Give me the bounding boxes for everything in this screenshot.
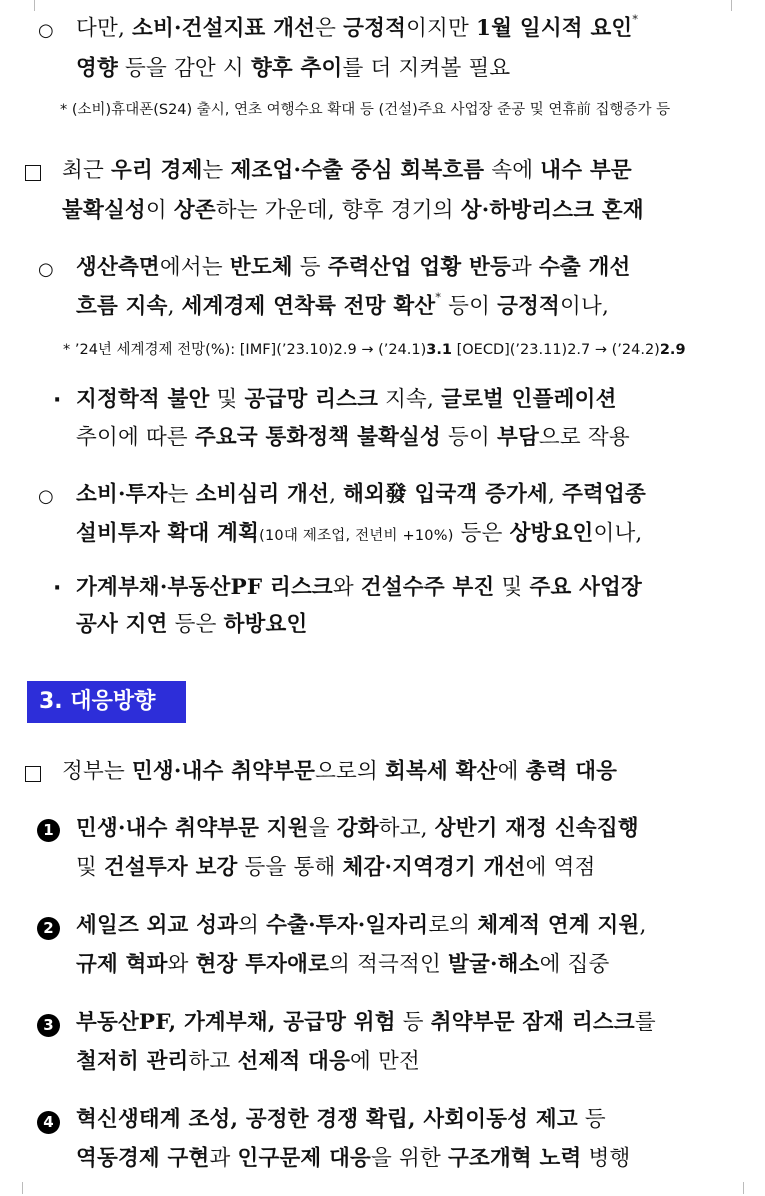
text: 추이에 따른 [76,425,195,450]
text: 이나, [593,521,643,546]
text: 주력산업 업황 반등 [327,255,511,280]
text: 인구문제 대응 [237,1146,372,1171]
text: 상·하방리스크 혼재 [460,198,644,223]
paragraph-line [62,158,632,184]
text: 설비투자 확대 계획 [76,521,260,546]
text: 해외發 입국객 증가세 [343,482,548,507]
text: 수출·투자·일자리 [266,913,429,938]
text: 생산측면 [76,255,160,280]
text: 의 적극적인 [329,952,448,977]
text: 향후 추이 [250,56,343,81]
text: 을 [308,816,337,841]
text: * ’24년 세계경제 전망(%): [IMF](’23.10)2.9 → (’24.1) [63,342,427,358]
text: 하방요인 [223,612,308,637]
text: 등은 [167,612,224,637]
text: 지속, [378,387,442,412]
text: 현장 투자애로 [195,952,330,977]
circle-bullet: ○ [38,486,54,507]
text: 를 [634,1010,656,1035]
text: 등 [395,1010,431,1035]
text: 소비·건설지표 개선 [132,16,316,41]
paragraph-line [76,913,647,939]
text: 에서는 [159,255,230,280]
circle-bullet: ○ [38,20,54,41]
text: 소비·투자 [76,482,168,507]
paragraph-line [76,612,307,638]
number-3-icon: 3 [37,1014,60,1037]
dot-bullet: · [53,576,62,601]
text: 에 [497,759,526,784]
text: 우리 경제 [110,158,203,183]
square-bullet [25,165,41,181]
page-corner-top-right [731,0,744,11]
text: 세일즈 외교 성과 [76,913,239,938]
text: 소비심리 개선 [195,482,330,507]
paragraph-line [62,198,644,224]
text: 에 만전 [350,1049,420,1074]
text: 하는 가운데, 향후 경기의 [215,198,461,223]
text: 이나, [560,294,609,319]
paragraph-line [76,1010,656,1036]
text: 글로벌 인플레이션 [441,387,617,412]
text: [OECD](’23.11)2.7 → (’24.2) [451,342,660,358]
paragraph-line [76,13,639,42]
text: 등 [577,1107,606,1132]
paragraph-line [76,1146,630,1172]
text: 과 [209,1146,238,1171]
text: 과 [510,255,539,280]
circle-bullet: ○ [38,259,54,280]
text: 회복세 확산 [385,759,498,784]
paragraph-line [76,425,630,451]
square-bullet [25,766,41,782]
text: (10대 제조업, 전년비 +10%) [259,528,454,544]
text: 건설투자 보강 [104,855,238,880]
text: 취약부문 잠재 리스크 [430,1010,635,1035]
text: 발굴·해소 [448,952,540,977]
text: 및 [209,387,245,412]
text: 2.9 [659,342,686,358]
text: 등을 감안 시 [117,56,251,81]
text: 최근 [62,158,111,183]
text: 영향 [76,56,118,81]
text: 내수 부문 [540,158,632,183]
paragraph-line [62,759,617,785]
text: 부동산PF, 가계부채, 공급망 위험 [76,1010,396,1035]
footnote [63,342,686,359]
paragraph-line [76,575,642,601]
text: 에 집중 [539,952,610,977]
text: , [329,482,344,507]
text: 상방요인 [509,521,594,546]
text: 긍정적 [343,16,407,41]
text: 주요 사업장 [529,575,642,600]
footnote: * (소비)휴대폰(S24) 출시, 연초 여행수요 확대 등 (건설)주요 사업장 준공 및 연휴前 집행증가 등 [60,102,671,118]
text: 가계부채·부동산PF 리스크 [76,575,333,600]
paragraph-line [76,482,646,508]
text: 는 [167,482,196,507]
text: 부담 [496,425,539,450]
number-1-icon: 1 [37,819,60,842]
text: 선제적 대응 [237,1049,351,1074]
text: 속에 [484,158,541,183]
footnote-mark: * [435,291,442,304]
section-heading: 3. 대응방향 [27,681,186,723]
text: 등 [292,255,328,280]
text: 의 [238,913,267,938]
text: 세계경제 연착륙 전망 확산 [181,294,436,319]
text: 정부는 [62,759,132,784]
text: 긍정적 [497,294,560,319]
text: 구조개혁 노력 [448,1146,582,1171]
text: 등은 [453,521,510,546]
text: 와 [167,952,196,977]
text: 1월 일시적 요인 [476,16,633,41]
text: 공급망 리스크 [244,387,379,412]
text: 및 [76,855,105,880]
text: 민생·내수 취약부문 [131,759,316,784]
text: 다만, [76,16,133,41]
text: 병행 [581,1146,631,1171]
text: 에 역점 [525,855,596,880]
text: , [167,294,182,319]
text: 총력 대응 [525,759,618,784]
text: 역동경제 구현 [76,1146,210,1171]
paragraph-line [76,291,609,320]
text: 지정학적 불안 [76,387,210,412]
page-corner-bottom-left [10,1182,23,1194]
text: 3.1 [426,342,452,358]
text: 이지만 [406,16,477,41]
paragraph-line [76,56,510,82]
number-4-icon: 4 [37,1111,60,1134]
text: 강화 [336,816,379,841]
text: 민생·내수 취약부문 지원 [76,816,309,841]
text: 체감·지역경기 개선 [342,855,526,880]
text: 을 위한 [371,1146,448,1171]
text: 등을 통해 [237,855,343,880]
paragraph-line [76,255,631,281]
text: 혁신생태계 조성, 공정한 경쟁 확립, 사회이동성 제고 [76,1107,578,1132]
paragraph-line [76,387,617,413]
text: 제조업·수출 중심 회복흐름 [230,158,485,183]
text: 반도체 [229,255,293,280]
text: 등이 [441,294,498,319]
dot-bullet: · [53,388,62,413]
text: 하고, [378,816,435,841]
text: 불확실성 [62,198,146,223]
text: 은 [315,16,344,41]
text: 수출 개선 [538,255,631,280]
footnote-mark: * [632,13,639,26]
text: 공사 지연 [76,612,168,637]
text: 이 [145,198,174,223]
text: 상반기 재정 신속집행 [434,816,639,841]
paragraph-line [76,521,642,547]
text: 으로의 [315,759,386,784]
paragraph-line [76,1107,606,1133]
text: 건설수주 부진 [360,575,495,600]
number-2-icon: 2 [37,917,60,940]
text: 하고 [188,1049,238,1074]
text: 규제 혁파 [76,952,168,977]
paragraph-line [76,1049,420,1075]
paragraph-line [76,816,639,842]
text: 는 [202,158,231,183]
paragraph-line [76,855,596,881]
page-corner-top-left [22,0,35,11]
text: 주력업종 [562,482,646,507]
text: 철저히 관리 [76,1049,189,1074]
text: 등이 [440,425,497,450]
text: 로의 [428,913,478,938]
text: 를 더 지켜볼 필요 [342,56,511,81]
page-corner-bottom-right [743,1182,756,1194]
text: 체계적 연계 지원 [477,913,640,938]
text: 주요국 통화정책 불확실성 [194,425,441,450]
text: 으로 작용 [538,425,630,450]
text: 및 [494,575,530,600]
text: , [639,913,647,938]
text: 상존 [173,198,216,223]
text: , [547,482,563,507]
text: 흐름 지속 [76,294,168,319]
paragraph-line [76,952,610,978]
text: 와 [332,575,361,600]
